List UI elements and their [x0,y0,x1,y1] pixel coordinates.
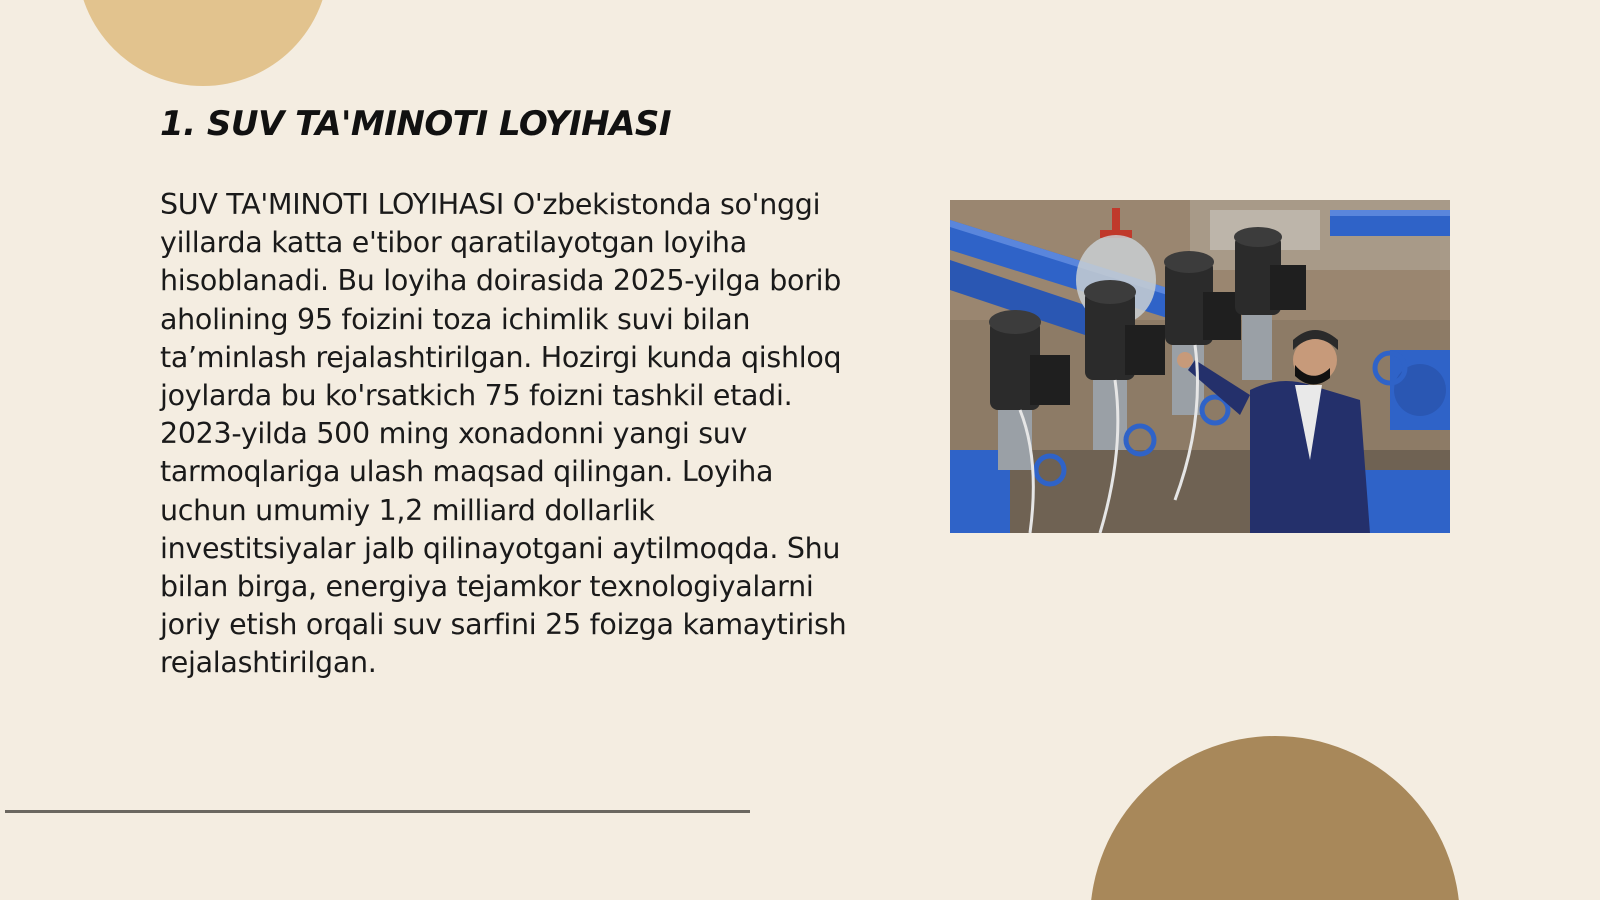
divider-line [5,810,750,813]
decorative-circle-bottom [1090,736,1460,900]
slide-title: 1. SUV TA'MINOTI LOYIHASI [160,104,672,144]
water-pump-station-photo [950,200,1450,533]
slide-body-text: SUV TA'MINOTI LOYIHASI O'zbekistonda so'nggi yillarda katta e'tibor qaratilayotgan loyiha hisoblanadi. Bu loyiha doirasida 2025-yilga borib aholining 95 foizini toza ichimlik suvi bilan ta’minlash rejalashtirilgan. Hozirgi kunda qishloq joylarda bu ko'rsatkich 75 foizni tashkil etadi. 2023-yilda 500 ming xonadonni yangi suv tarmoqlariga ulash maqsad qilingan. Loyiha uchun umumiy 1,2 milliard dollarlik investitsiyalar jalb qilinayotgani aytilmoqda. Shu bilan birga, energiya tejamkor texnologiyalarni joriy etish orqali suv sarfini 25 foizga kamaytirish rejalashtirilgan. [160,188,847,680]
pump-illustration [950,200,1450,533]
decorative-circle-top [77,0,329,86]
